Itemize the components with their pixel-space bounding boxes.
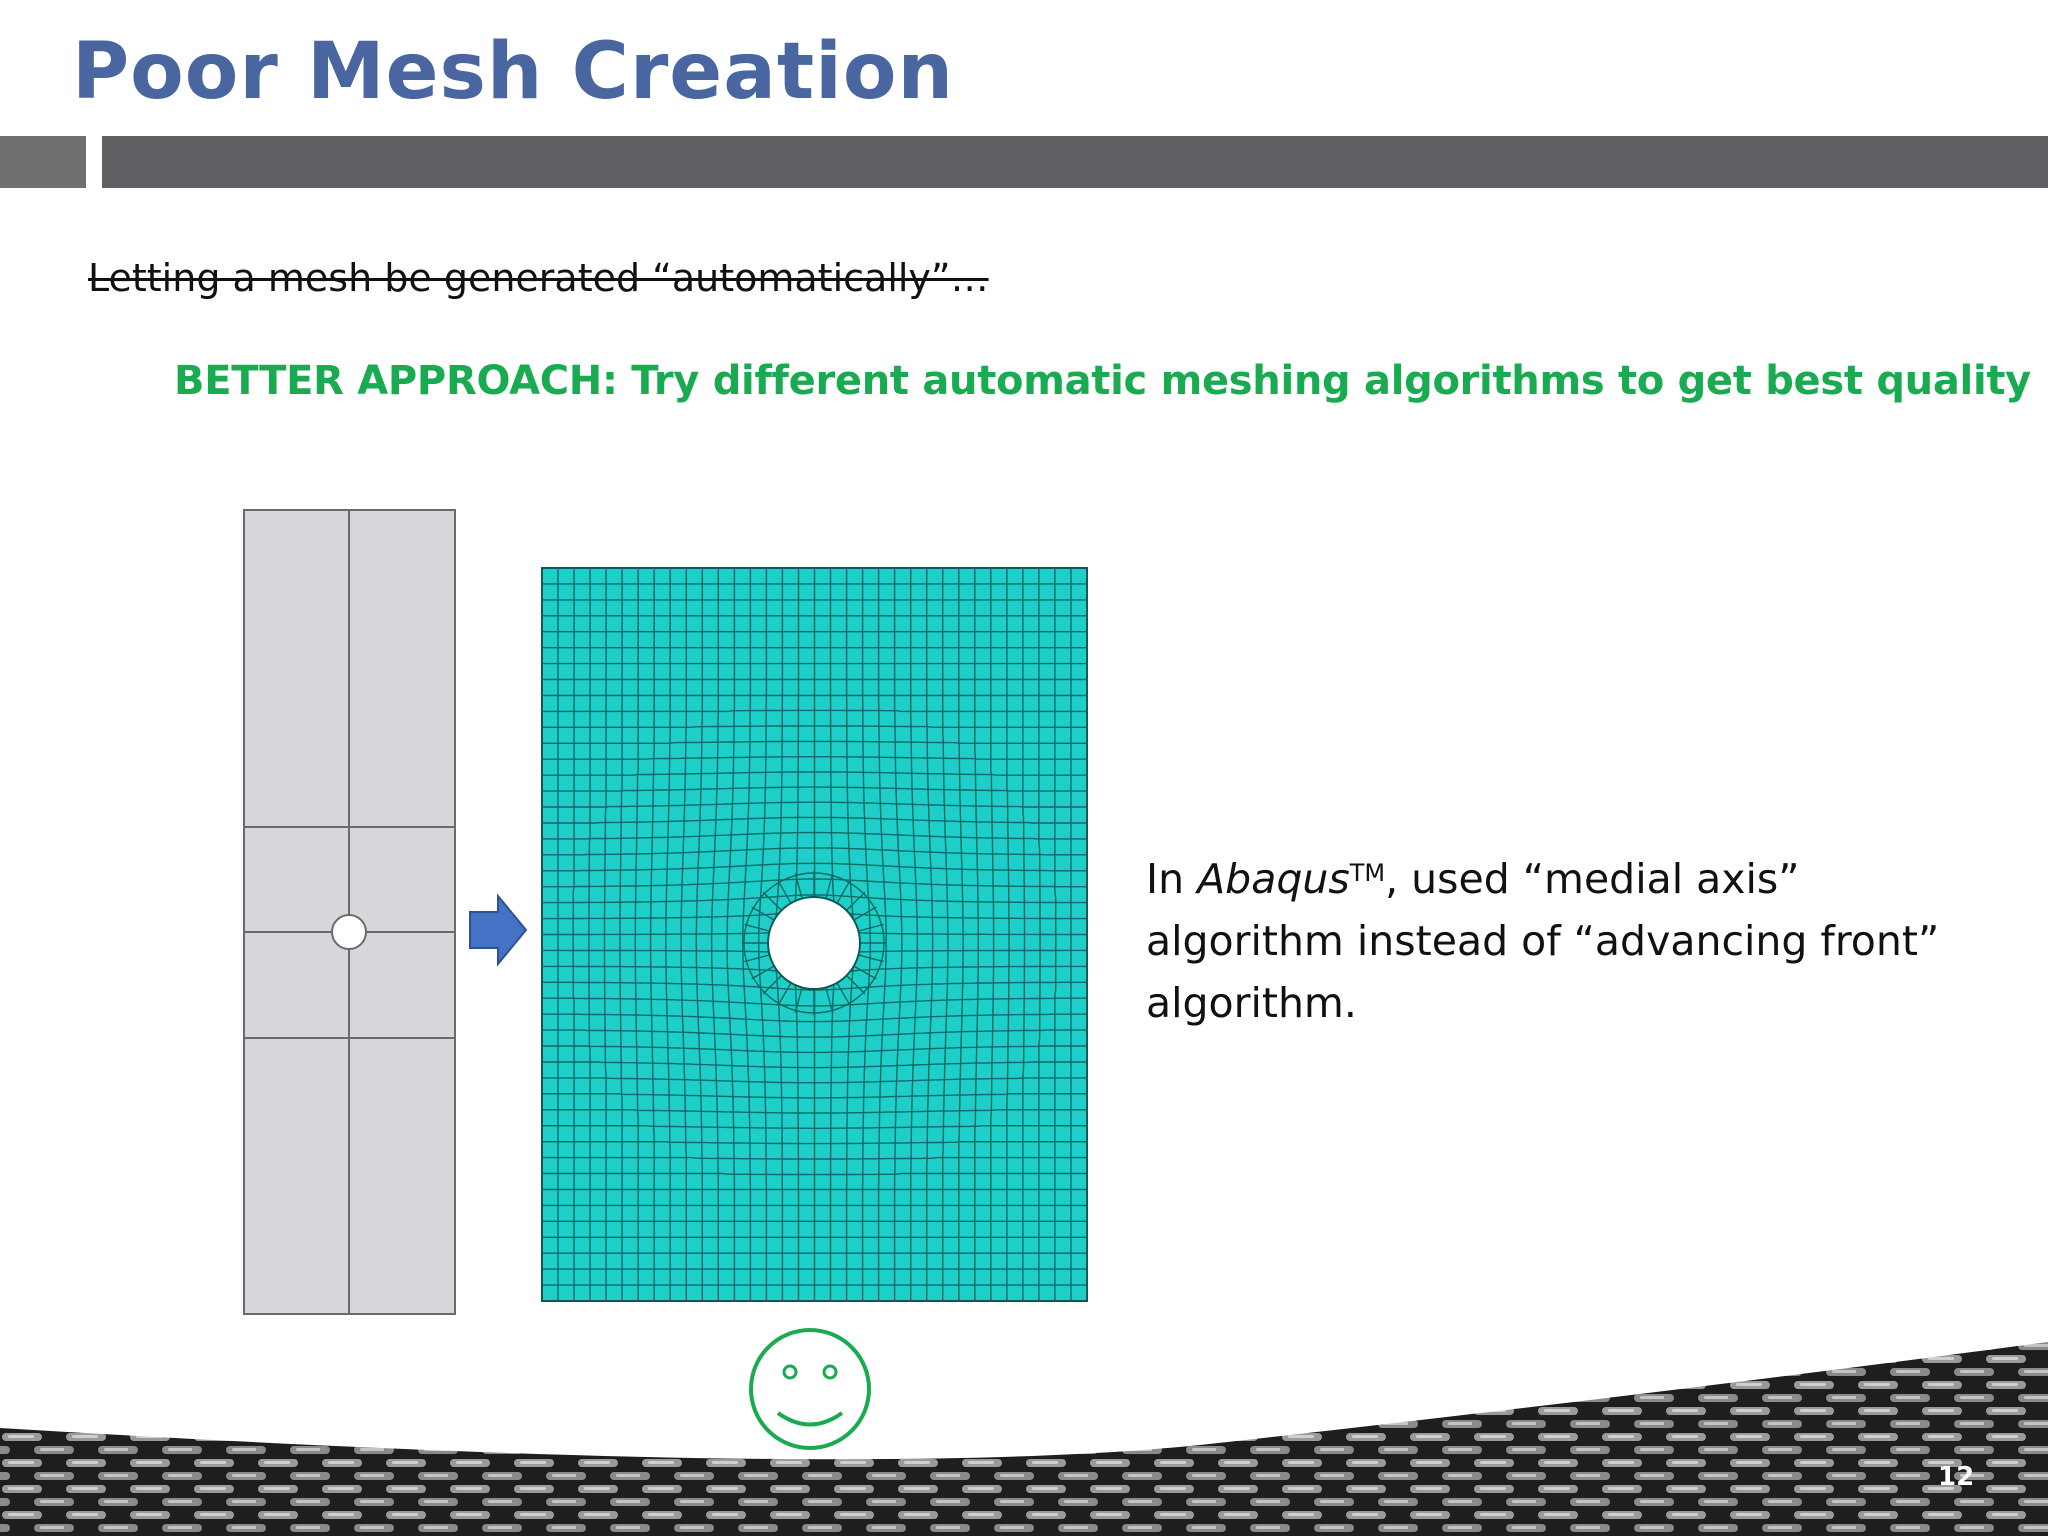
- page-number: 12: [1938, 1462, 1975, 1492]
- note-prefix: In: [1146, 855, 1198, 903]
- note-suffix: , used “medial axis” algorithm instead of “advancing front” algorithm.: [1146, 855, 1940, 1027]
- struck-through-text: Letting a mesh be generated “automatically”…: [88, 256, 989, 300]
- note-trademark: TM: [1349, 859, 1386, 887]
- partitioned-geometry: [244, 510, 455, 1314]
- slide-title: Poor Mesh Creation: [72, 27, 954, 117]
- better-approach-text: BETTER APPROACH: Try different automatic meshing algorithms to get best quality: [174, 358, 2031, 404]
- note-software: Abaqus: [1197, 855, 1350, 903]
- quad-mesh: [542, 568, 1087, 1301]
- smiley-face-icon: [751, 1330, 869, 1448]
- right-arrow-icon: [470, 896, 526, 964]
- bottom-weave-band: [0, 1342, 2048, 1536]
